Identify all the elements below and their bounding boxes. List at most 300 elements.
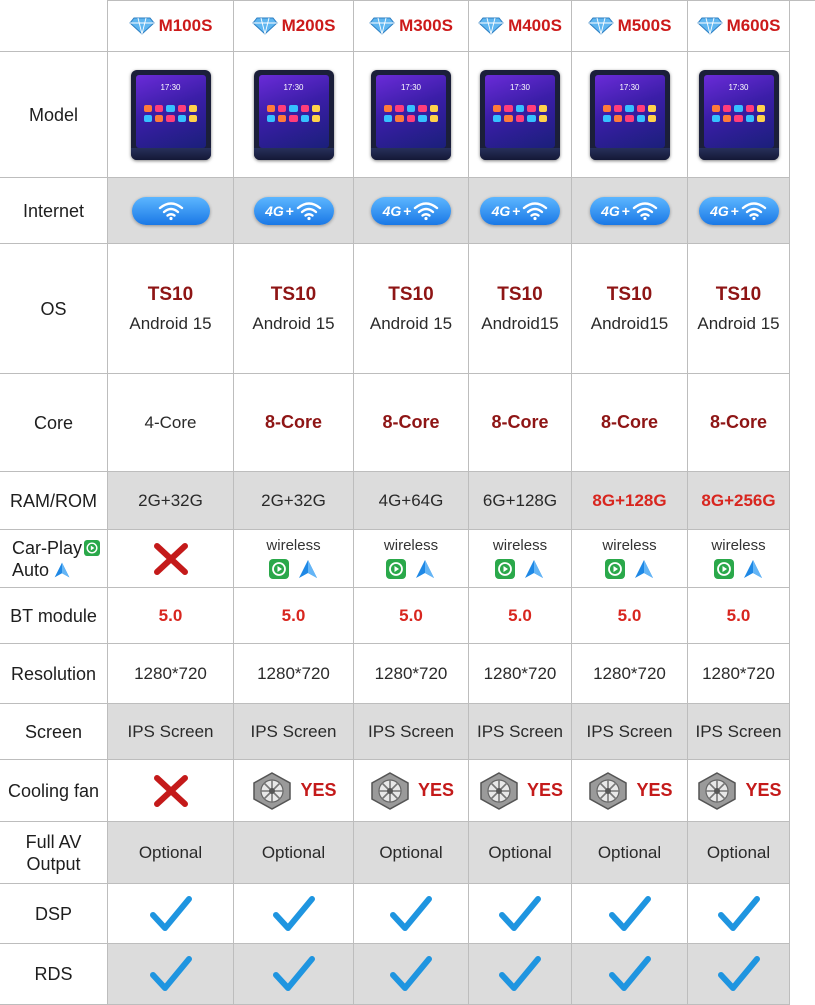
fan-icon (695, 771, 739, 811)
os-version: Android 15 (252, 313, 335, 333)
tablet-image (371, 70, 451, 160)
carplay-icons (386, 558, 436, 580)
model-name: M200S (281, 15, 336, 35)
fan-cell (108, 760, 234, 822)
bt-cell (234, 588, 354, 644)
app-icon (407, 115, 415, 122)
android-auto-icon (633, 558, 655, 580)
os-cell (108, 244, 234, 374)
model-cell (354, 52, 469, 178)
fan-cell (354, 760, 469, 822)
row-label-resolution (0, 644, 108, 704)
av-cell (572, 822, 688, 884)
av-cell (354, 822, 469, 884)
ramrom-cell (234, 472, 354, 530)
os-name: TS10 (715, 283, 762, 305)
internet-badge (132, 197, 210, 225)
app-icon (430, 115, 438, 122)
tablet-bezel-bar (590, 148, 670, 160)
tablet-clock: 17:30 (283, 82, 304, 92)
app-icon (395, 115, 403, 122)
resolution-value: 1280*720 (702, 663, 775, 683)
app-icon (166, 115, 174, 122)
core-cell (108, 374, 234, 472)
fan-yes-label: YES (636, 780, 673, 800)
tablet-app-grid (712, 105, 766, 122)
core-value: 8-Core (382, 412, 440, 432)
row-label-header (0, 0, 108, 52)
app-icon (516, 115, 524, 122)
check-icon (718, 955, 760, 993)
dsp-cell (234, 884, 354, 944)
check-icon (609, 955, 651, 993)
ramrom-cell (572, 472, 688, 530)
ramrom-value: 8G+128G (592, 490, 667, 510)
carplay-icons (605, 558, 655, 580)
os-cell (469, 244, 572, 374)
app-icon (189, 105, 197, 112)
rds-cell (108, 944, 234, 1005)
core-cell (354, 374, 469, 472)
app-icon (301, 115, 309, 122)
tablet-bezel-bar (131, 148, 211, 160)
label-core: Core (33, 412, 73, 433)
core-cell (688, 374, 790, 472)
screen-cell (688, 704, 790, 760)
app-icon (527, 105, 535, 112)
carplay-icon (714, 559, 734, 579)
row-label-os (0, 244, 108, 374)
carplay-label-line (12, 537, 100, 559)
row-label-core (0, 374, 108, 472)
screen-cell (572, 704, 688, 760)
app-icon (155, 115, 163, 122)
carplay-icons (269, 558, 319, 580)
plus-sign: + (285, 202, 294, 219)
app-icon (144, 115, 152, 122)
screen-cell (234, 704, 354, 760)
model-cell (688, 52, 790, 178)
av-output-value: Optional (706, 842, 771, 862)
android-auto-icon (53, 561, 71, 579)
plus-sign: + (403, 202, 412, 219)
av-output-value: Optional (138, 842, 203, 862)
app-icon (539, 115, 547, 122)
four-g-label: 4G (265, 202, 284, 219)
tablet-image (131, 70, 211, 160)
os-name: TS10 (147, 283, 194, 305)
carplay-cell (469, 530, 572, 588)
internet-badge (699, 197, 779, 225)
bt-cell (572, 588, 688, 644)
carplay-cell (354, 530, 469, 588)
android-auto-icon (523, 558, 545, 580)
tablet-clock: 17:30 (160, 82, 181, 92)
os-cell (688, 244, 790, 374)
row-label-ramrom (0, 472, 108, 530)
av-output-value: Optional (379, 842, 443, 862)
carplay-icon (495, 559, 515, 579)
check-icon (499, 895, 541, 933)
four-g-label: 4G (710, 202, 729, 219)
app-icon (493, 115, 501, 122)
internet-badge (371, 197, 451, 225)
carplay-label-text: Car-Play (12, 537, 83, 558)
model-name: M400S (508, 15, 562, 35)
tablet-screen (485, 75, 555, 148)
four-g-label: 4G (491, 202, 511, 219)
check-icon (390, 955, 432, 993)
bt-cell (469, 588, 572, 644)
diamond-icon (478, 17, 504, 35)
wireless-label: wireless (383, 537, 439, 554)
check-icon (150, 895, 192, 933)
wifi-icon (741, 201, 767, 221)
android-auto-icon (414, 558, 436, 580)
fan-cell (469, 760, 572, 822)
tablet-bezel-bar (371, 148, 451, 160)
diamond-icon (588, 17, 614, 35)
app-icon (166, 105, 174, 112)
row-resolution (0, 644, 815, 704)
row-av (0, 822, 815, 884)
os-version: Android15 (590, 313, 669, 333)
carplay-icon (386, 559, 406, 579)
row-core (0, 374, 815, 472)
app-icon (746, 105, 754, 112)
bt-version: 5.0 (399, 605, 423, 625)
cross-icon (153, 542, 189, 576)
model-cell (469, 52, 572, 178)
av-cell (469, 822, 572, 884)
app-icon (637, 105, 645, 112)
bt-version: 5.0 (281, 605, 306, 625)
diamond-icon (252, 17, 278, 35)
internet-cell (469, 178, 572, 244)
rds-cell (354, 944, 469, 1005)
os-name: TS10 (388, 283, 434, 305)
row-rds (0, 944, 815, 1005)
row-label-bt (0, 588, 108, 644)
internet-cell (572, 178, 688, 244)
tablet-screen (376, 75, 446, 148)
carplay-icon (605, 559, 625, 579)
core-value: 8-Core (491, 412, 549, 432)
tablet-bezel-bar (699, 148, 779, 160)
wireless-label: wireless (711, 537, 766, 554)
app-icon (418, 105, 426, 112)
resolution-value: 1280*720 (374, 663, 448, 683)
model-cell (108, 52, 234, 178)
tablet-app-grid (603, 105, 657, 122)
check-icon (273, 955, 315, 993)
app-icon (155, 105, 163, 112)
tablet-clock: 17:30 (509, 82, 531, 92)
core-value: 8-Core (709, 412, 767, 432)
screen-type: IPS Screen (250, 721, 337, 741)
ramrom-value: 2G+32G (138, 490, 203, 510)
tablet-clock: 17:30 (400, 82, 422, 92)
app-icon (712, 105, 720, 112)
wifi-icon (632, 201, 658, 221)
label-rds: RDS (34, 964, 73, 984)
resolution-value: 1280*720 (593, 663, 666, 683)
av-label-line-2: Output (26, 853, 81, 874)
av-output-value: Optional (488, 842, 552, 862)
internet-badge (480, 197, 560, 225)
carplay-cell (234, 530, 354, 588)
android-auto-icon (742, 558, 764, 580)
fan-icon (368, 771, 412, 811)
wifi-icon (522, 201, 548, 221)
tablet-image (254, 70, 334, 160)
screen-cell (469, 704, 572, 760)
fan-icon (586, 771, 630, 811)
av-output-value: Optional (597, 842, 662, 862)
row-carplay (0, 530, 815, 588)
fan-cell (234, 760, 354, 822)
app-icon (539, 105, 547, 112)
wifi-icon (158, 201, 184, 221)
row-dsp (0, 884, 815, 944)
app-icon (603, 105, 611, 112)
internet-cell (354, 178, 469, 244)
carplay-icons (495, 558, 545, 580)
wifi-icon (296, 201, 322, 221)
ramrom-value: 8G+256G (701, 490, 776, 510)
bt-version: 5.0 (508, 605, 532, 625)
core-value: 8-Core (600, 412, 658, 432)
row-os (0, 244, 815, 374)
row-ramrom (0, 472, 815, 530)
app-icon (757, 115, 765, 122)
model-name: M600S (726, 15, 781, 35)
app-icon (625, 105, 633, 112)
row-internet (0, 178, 815, 244)
label-model: Model (28, 104, 79, 125)
app-icon (312, 105, 320, 112)
app-icon (418, 115, 426, 122)
os-version: Android 15 (697, 313, 780, 333)
app-icon (734, 115, 742, 122)
ramrom-value: 2G+32G (261, 490, 326, 510)
app-icon (625, 115, 633, 122)
app-icon (614, 105, 622, 112)
core-cell (234, 374, 354, 472)
app-icon (603, 115, 611, 122)
row-label-model (0, 52, 108, 178)
app-icon (289, 115, 297, 122)
plus-sign: + (512, 202, 521, 219)
tablet-image (590, 70, 670, 160)
dsp-cell (108, 884, 234, 944)
carplay-icon (269, 559, 289, 579)
os-name: TS10 (497, 283, 543, 305)
row-header (0, 0, 815, 52)
av-cell (234, 822, 354, 884)
fan-cell (688, 760, 790, 822)
tablet-screen (595, 75, 665, 148)
internet-cell (688, 178, 790, 244)
screen-cell (108, 704, 234, 760)
header-cell (234, 0, 354, 52)
app-icon (384, 115, 392, 122)
plus-sign: + (621, 202, 630, 219)
av-output-value: Optional (261, 842, 326, 862)
wireless-label: wireless (602, 537, 657, 554)
tablet-image (699, 70, 779, 160)
app-icon (144, 105, 152, 112)
app-icon (734, 105, 742, 112)
resolution-value: 1280*720 (134, 663, 207, 683)
header-cell (469, 0, 572, 52)
carplay-cell (572, 530, 688, 588)
wifi-icon (413, 201, 439, 221)
app-icon (504, 115, 512, 122)
app-icon (278, 115, 286, 122)
app-icon (746, 115, 754, 122)
tablet-image (480, 70, 560, 160)
app-icon (395, 105, 403, 112)
os-version: Android 15 (369, 313, 453, 333)
fan-yes-label: YES (526, 780, 564, 800)
carplay-cell (688, 530, 790, 588)
resolution-value: 1280*720 (257, 663, 330, 683)
app-icon (723, 105, 731, 112)
tablet-app-grid (384, 105, 438, 122)
screen-type: IPS Screen (127, 721, 214, 741)
model-cell (234, 52, 354, 178)
dsp-cell (354, 884, 469, 944)
app-icon (527, 115, 535, 122)
resolution-cell (234, 644, 354, 704)
app-icon (493, 105, 501, 112)
tablet-app-grid (144, 105, 198, 122)
row-label-rds (0, 944, 108, 1005)
av-cell (688, 822, 790, 884)
app-icon (516, 105, 524, 112)
row-label-internet (0, 178, 108, 244)
fan-yes-label: YES (745, 780, 782, 800)
ramrom-value: 6G+128G (482, 490, 558, 510)
label-os: OS (40, 298, 67, 319)
app-icon (648, 115, 656, 122)
tablet-app-grid (267, 105, 321, 122)
fan-icon (250, 771, 294, 811)
screen-type: IPS Screen (368, 721, 454, 741)
model-cell (572, 52, 688, 178)
bt-version: 5.0 (726, 605, 751, 625)
android-auto-icon (297, 558, 319, 580)
tablet-screen (704, 75, 774, 148)
resolution-cell (354, 644, 469, 704)
dsp-cell (469, 884, 572, 944)
header-cell (572, 0, 688, 52)
wireless-label: wireless (266, 537, 321, 554)
auto-label-text: Auto (12, 559, 50, 580)
resolution-cell (469, 644, 572, 704)
os-version: Android15 (481, 313, 559, 333)
app-icon (648, 105, 656, 112)
header-cell (688, 0, 790, 52)
ramrom-cell (108, 472, 234, 530)
screen-type: IPS Screen (695, 721, 782, 741)
model-name: M100S (158, 15, 213, 35)
av-cell (108, 822, 234, 884)
four-g-label: 4G (382, 202, 402, 219)
diamond-icon (697, 17, 723, 35)
rds-cell (572, 944, 688, 1005)
wireless-label: wireless (492, 537, 548, 554)
bt-cell (354, 588, 469, 644)
app-icon (637, 115, 645, 122)
app-icon (267, 115, 275, 122)
check-icon (609, 895, 651, 933)
bt-cell (108, 588, 234, 644)
rds-cell (234, 944, 354, 1005)
plus-sign: + (730, 202, 739, 219)
os-cell (354, 244, 469, 374)
app-icon (267, 105, 275, 112)
ramrom-value: 4G+64G (378, 490, 444, 510)
row-screen (0, 704, 815, 760)
model-name: M300S (399, 15, 453, 35)
app-icon (178, 105, 186, 112)
tablet-bezel-bar (254, 148, 334, 160)
resolution-value: 1280*720 (483, 663, 557, 683)
app-icon (723, 115, 731, 122)
tablet-screen (259, 75, 329, 148)
diamond-icon (369, 17, 395, 35)
app-icon (278, 105, 286, 112)
internet-cell (108, 178, 234, 244)
label-fan: Cooling fan (7, 780, 100, 801)
os-name: TS10 (606, 283, 653, 305)
row-model (0, 52, 815, 178)
app-icon (430, 105, 438, 112)
tablet-screen (136, 75, 206, 148)
row-label-screen (0, 704, 108, 760)
label-internet: Internet (22, 200, 85, 221)
os-cell (234, 244, 354, 374)
check-icon (150, 955, 192, 993)
model-name: M500S (617, 15, 672, 35)
fan-cell (572, 760, 688, 822)
core-value: 4-Core (144, 412, 197, 432)
tablet-clock: 17:30 (619, 82, 640, 92)
ramrom-cell (354, 472, 469, 530)
row-fan (0, 760, 815, 822)
app-icon (407, 105, 415, 112)
core-cell (572, 374, 688, 472)
resolution-cell (572, 644, 688, 704)
bt-version: 5.0 (617, 605, 642, 625)
app-icon (504, 105, 512, 112)
app-icon (712, 115, 720, 122)
fan-icon (477, 771, 521, 811)
fan-yes-label: YES (417, 780, 455, 800)
carplay-cell (108, 530, 234, 588)
header-cell (354, 0, 469, 52)
app-icon (189, 115, 197, 122)
check-icon (390, 895, 432, 933)
four-g-label: 4G (601, 202, 620, 219)
app-icon (312, 115, 320, 122)
check-icon (499, 955, 541, 993)
resolution-cell (108, 644, 234, 704)
internet-badge (254, 197, 334, 225)
internet-badge (590, 197, 670, 225)
